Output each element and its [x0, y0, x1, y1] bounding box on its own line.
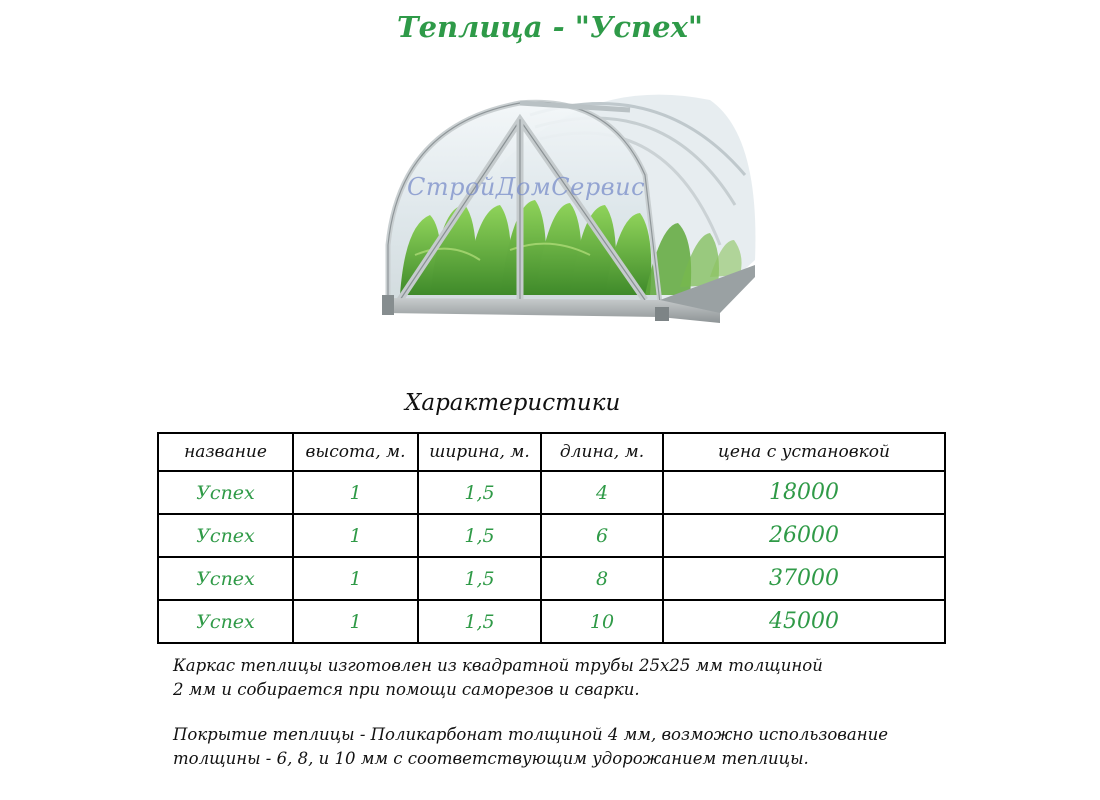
cell-width: 1,5 — [418, 600, 541, 643]
col-header-height: высота, м. — [293, 433, 418, 471]
cell-length: 6 — [541, 514, 663, 557]
cell-price: 37000 — [663, 557, 945, 600]
table-row — [158, 514, 945, 557]
col-header-name: название — [158, 433, 293, 471]
cell-height: 1 — [293, 557, 418, 600]
description-line: Каркас теплицы изготовлен из квадратной трубы 25х25 мм толщиной — [173, 656, 823, 675]
cell-price: 18000 — [663, 471, 945, 514]
page-title: Теплица - "Успех" — [397, 10, 703, 44]
specs-heading: Характеристики — [405, 390, 621, 416]
description-line: 2 мм и собирается при помощи саморезов и сварки. — [173, 680, 640, 699]
col-header-width: ширина, м. — [418, 433, 541, 471]
cell-name: Успех — [158, 600, 293, 643]
cover-description — [173, 723, 933, 771]
description-line: Покрытие теплицы - Поликарбонат толщиной 4 мм, возможно использование — [173, 725, 888, 744]
table-row — [158, 557, 945, 600]
table-header-row — [158, 433, 945, 471]
cell-height: 1 — [293, 600, 418, 643]
frame-description — [173, 654, 933, 702]
table-row — [158, 471, 945, 514]
description-line: толщины - 6, 8, и 10 мм с соответствующим удорожанием теплицы. — [173, 749, 809, 768]
cell-price: 26000 — [663, 514, 945, 557]
table-row — [158, 600, 945, 643]
col-header-price: цена с установкой — [663, 433, 945, 471]
cell-name: Успех — [158, 471, 293, 514]
cell-length: 4 — [541, 471, 663, 514]
watermark-text: СтройДомСервис — [407, 173, 646, 201]
cell-width: 1,5 — [418, 557, 541, 600]
cell-height: 1 — [293, 514, 418, 557]
cell-price: 45000 — [663, 600, 945, 643]
cell-width: 1,5 — [418, 514, 541, 557]
cell-height: 1 — [293, 471, 418, 514]
col-header-length: длина, м. — [541, 433, 663, 471]
cell-width: 1,5 — [418, 471, 541, 514]
cell-length: 10 — [541, 600, 663, 643]
specs-table — [157, 432, 946, 644]
cell-name: Успех — [158, 557, 293, 600]
cell-name: Успех — [158, 514, 293, 557]
cell-length: 8 — [541, 557, 663, 600]
